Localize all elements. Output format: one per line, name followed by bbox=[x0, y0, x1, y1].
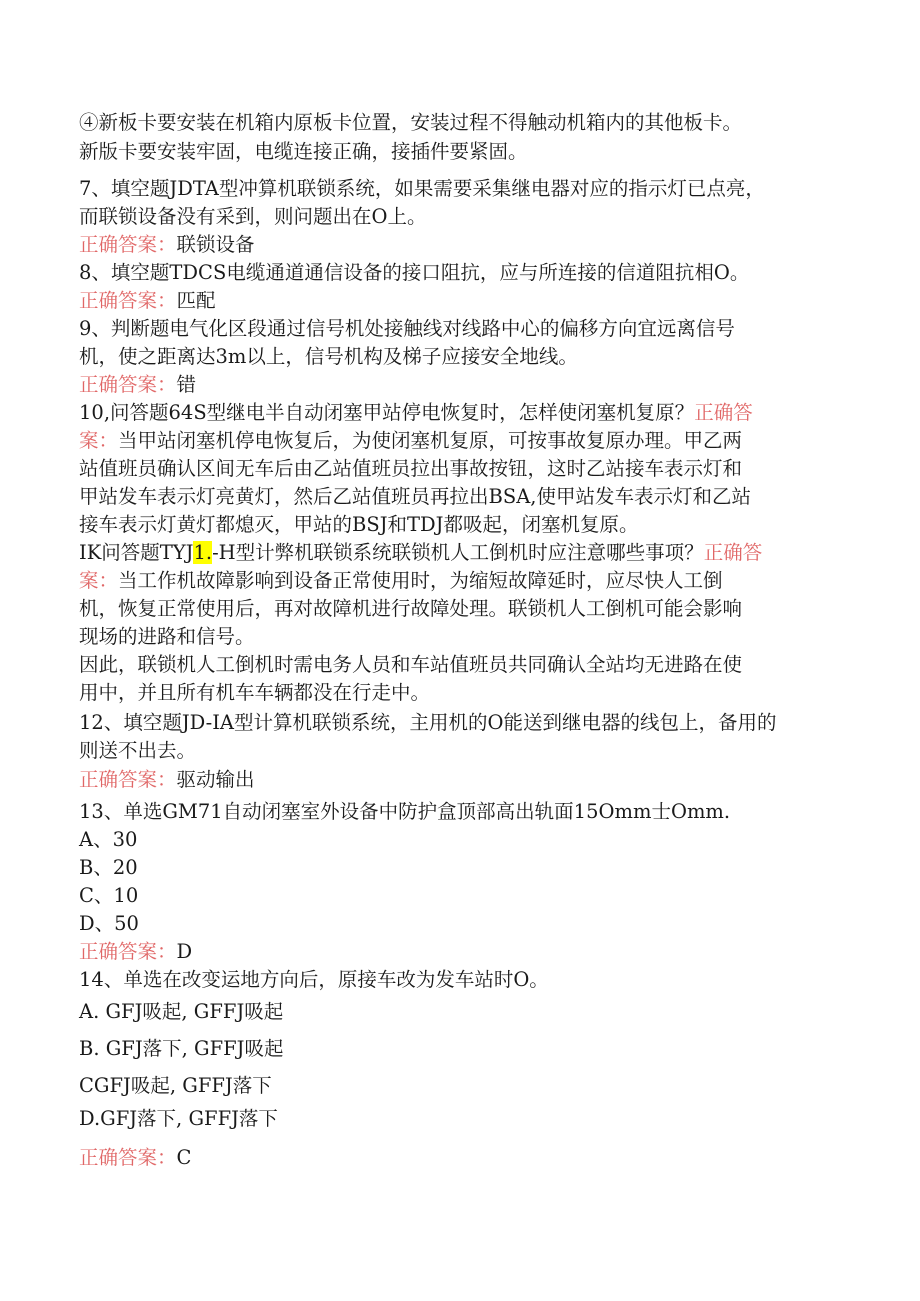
answer-value: 联锁设备 bbox=[176, 233, 255, 256]
question-12-answer bbox=[79, 766, 255, 794]
answer-value: D bbox=[176, 940, 193, 963]
answer-label: 正确答案： bbox=[79, 289, 177, 312]
answer-value: C bbox=[176, 1146, 192, 1169]
question-11-line: 因此，联锁机人工倒机时需电务人员和车站值班员共同确认全站均无进路在使 bbox=[79, 653, 743, 676]
question-14-answer bbox=[79, 1144, 191, 1172]
answer-value: 匹配 bbox=[176, 289, 216, 312]
question-11-line bbox=[79, 539, 762, 567]
option-a: A. GFJ吸起, GFFJ吸起 bbox=[79, 1000, 284, 1023]
question-10-line bbox=[79, 427, 742, 455]
answer-label: 案： bbox=[79, 569, 119, 592]
question-10-line bbox=[79, 399, 753, 427]
option-b: B、20 bbox=[79, 856, 138, 879]
question-9-answer bbox=[79, 371, 196, 399]
question-12-line: 则送不出去。 bbox=[79, 739, 197, 762]
option-a: A、30 bbox=[79, 828, 138, 851]
question-text: 10,问答题64S型继电半自动闭塞甲站停电恢复时，怎样使闭塞机复原？ bbox=[79, 401, 695, 424]
answer-text: 当甲站闭塞机停电恢复后，为使闭塞机复原，可按事故复原办理。甲乙两 bbox=[118, 429, 743, 452]
question-10-line: 甲站发车表示灯亮黄灯，然后乙站值班员再拉出BSA,使甲站发车表示灯和乙站 bbox=[79, 485, 751, 508]
answer-label: 正确答 bbox=[694, 401, 753, 424]
question-11-line bbox=[79, 567, 723, 595]
answer-text: 当工作机故障影响到设备正常使用时，为缩短故障延时，应尽快人工倒 bbox=[118, 569, 723, 592]
question-7-line: 7、填空题JDTA型冲算机联锁系统，如果需要采集继电器对应的指示灯已点亮， bbox=[79, 177, 765, 200]
question-8-line: 8、填空题TDCS电缆通道通信设备的接口阻抗，应与所连接的信道阻抗相O。 bbox=[79, 261, 750, 284]
question-text: IK问答题TYJ bbox=[79, 541, 194, 564]
question-11-line: 用中，并且所有机车车辆都没在行走中。 bbox=[79, 681, 431, 704]
answer-label: 正确答案： bbox=[79, 233, 177, 256]
question-9-line: 机，使之距离达3m以上，信号机构及梯子应接安全地线。 bbox=[79, 345, 578, 368]
option-d: D、50 bbox=[79, 912, 139, 935]
answer-label: 正确答案： bbox=[79, 373, 177, 396]
question-14-line: 14、单选在改变运地方向后，原接车改为发车站时O。 bbox=[79, 968, 549, 991]
option-c: C、10 bbox=[79, 884, 139, 907]
answer-label: 正确答案： bbox=[79, 940, 177, 963]
answer-label: 正确答 bbox=[703, 541, 763, 564]
question-10-line: 接车表示灯黄灯都熄灭，甲站的BSJ和TDJ都吸起，闭塞机复原。 bbox=[79, 513, 639, 536]
answer-label: 案： bbox=[79, 429, 119, 452]
answer-label: 正确答案： bbox=[79, 768, 177, 791]
question-11-line: 现场的进路和信号。 bbox=[79, 625, 255, 648]
question-11-line: 机，恢复正常使用后，再对故障机进行故障处理。联锁机人工倒机可能会影响 bbox=[79, 597, 743, 620]
question-text: -H型计弊机联锁系统联锁机人工倒机时应注意哪些事项？ bbox=[212, 541, 704, 564]
answer-value: 驱动输出 bbox=[176, 768, 255, 791]
question-9-line: 9、判断题电气化区段通过信号机处接触线对线路中心的偏移方向宜远离信号 bbox=[79, 317, 735, 340]
paragraph-line: ④新板卡要安装在机箱内原板卡位置，安装过程不得触动机箱内的其他板卡。 bbox=[79, 111, 743, 134]
question-7-line: 而联锁设备没有采到，则问题出在O上。 bbox=[79, 205, 427, 228]
question-13-line: 13、单选GM71自动闭塞室外设备中防护盒顶部高出轨面15Omm士Omm. bbox=[79, 800, 731, 823]
option-c: CGFJ吸起, GFFJ落下 bbox=[79, 1074, 272, 1097]
question-7-answer bbox=[79, 231, 255, 259]
option-d: D.GFJ落下, GFFJ落下 bbox=[79, 1107, 278, 1130]
answer-value: 错 bbox=[176, 373, 197, 396]
answer-label: 正确答案： bbox=[79, 1146, 177, 1169]
paragraph-line: 新版卡要安装牢固，电缆连接正确，接插件要紧固。 bbox=[79, 140, 528, 163]
highlighted-text: 1. bbox=[193, 541, 213, 564]
question-8-answer bbox=[79, 287, 216, 315]
question-13-answer bbox=[79, 938, 192, 966]
question-10-line: 站值班员确认区间无车后由乙站值班员拉出事故按钮，这时乙站接车表示灯和 bbox=[79, 457, 743, 480]
option-b: B. GFJ落下, GFFJ吸起 bbox=[79, 1037, 284, 1060]
question-12-line: 12、填空题JD-IA型计算机联锁系统，主用机的O能送到继电器的线包上，备用的 bbox=[79, 711, 777, 734]
